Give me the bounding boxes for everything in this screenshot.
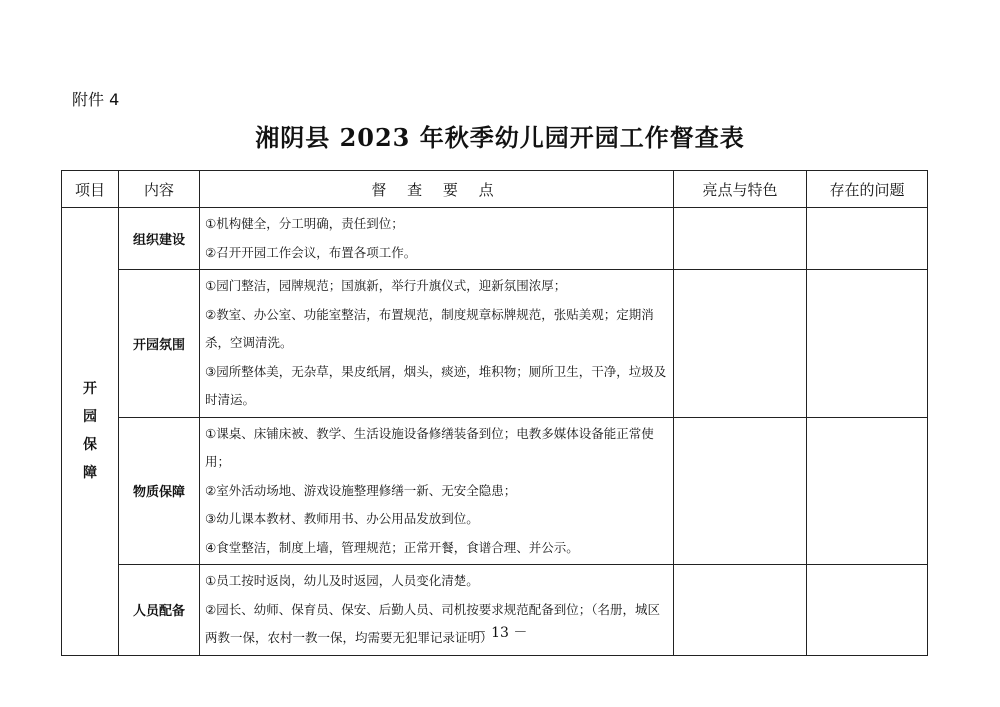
header-project: 项目 [62,171,119,208]
table-row [62,208,928,270]
content-item: ②室外活动场地、游戏设施整理修缮一新、无安全隐患； [205,482,517,498]
section-char: 开 [83,381,97,398]
attachment-label: 附件 4 [72,90,120,109]
content-cell [200,417,674,565]
highlights-cell[interactable] [674,417,807,565]
content-item: ①员工按时返岗，幼儿及时返园，人员变化清楚。 [205,573,479,588]
category-cell: 组织建设 [119,208,200,270]
section-char: 园 [83,409,97,426]
table-row [62,417,928,565]
problems-cell[interactable] [807,270,928,418]
header-key-points: 督 查 要 点 [200,171,674,208]
page-number: － 13 － [472,625,528,641]
section-label [62,208,119,656]
inspection-table [61,170,928,656]
header-problems: 存在的问题 [807,171,928,208]
section-char: 障 [83,465,97,482]
page-title: 湘阴县 2023 年秋季幼儿园开园工作督查表 [255,123,745,152]
table-row [62,270,928,418]
content-item: ②教室、办公室、功能室整洁，布置规范，制度规章标牌规范，张贴美观；定期消杀，空调清洗。 [205,306,654,350]
content-item: ③幼儿课本教材、教师用书、办公用品发放到位。 [205,511,479,526]
content-item: ②召开开园工作会议，布置各项工作。 [205,244,417,260]
header-content: 内容 [119,171,200,208]
content-item: ③园所整体美，无杂草，果皮纸屑，烟头，痰迹，堆积物；厕所卫生，干净，垃圾及时清运。 [205,363,667,407]
category-cell: 开园氛围 [119,270,200,418]
content-item: ①课桌、床铺床被、教学、生活设施设备修缮装备到位；电教多媒体设备能正常使用； [205,425,654,469]
content-cell [200,208,674,270]
content-cell [200,270,674,418]
problems-cell[interactable] [807,208,928,270]
category-cell: 人员配备 [119,565,200,656]
header-highlights: 亮点与特色 [674,171,807,208]
highlights-cell[interactable] [674,208,807,270]
highlights-cell[interactable] [674,270,807,418]
table-header-row [62,171,928,208]
content-item: ①园门整洁，园牌规范；国旗新，举行升旗仪式，迎新氛围浓厚； [205,278,567,293]
content-item: ②园长、幼师、保育员、保安、后勤人员、司机按要求规范配备到位；（名册，城区两教一保，农村一教一保，均需要无犯罪记录证明） [205,601,660,645]
category-cell: 物质保障 [119,417,200,565]
content-item: ④食堂整洁，制度上墙，管理规范；正常开餐，食谱合理、并公示。 [205,539,579,555]
problems-cell[interactable] [807,417,928,565]
content-item: ①机构健全，分工明确，责任到位； [205,216,404,231]
section-char: 保 [83,437,97,454]
